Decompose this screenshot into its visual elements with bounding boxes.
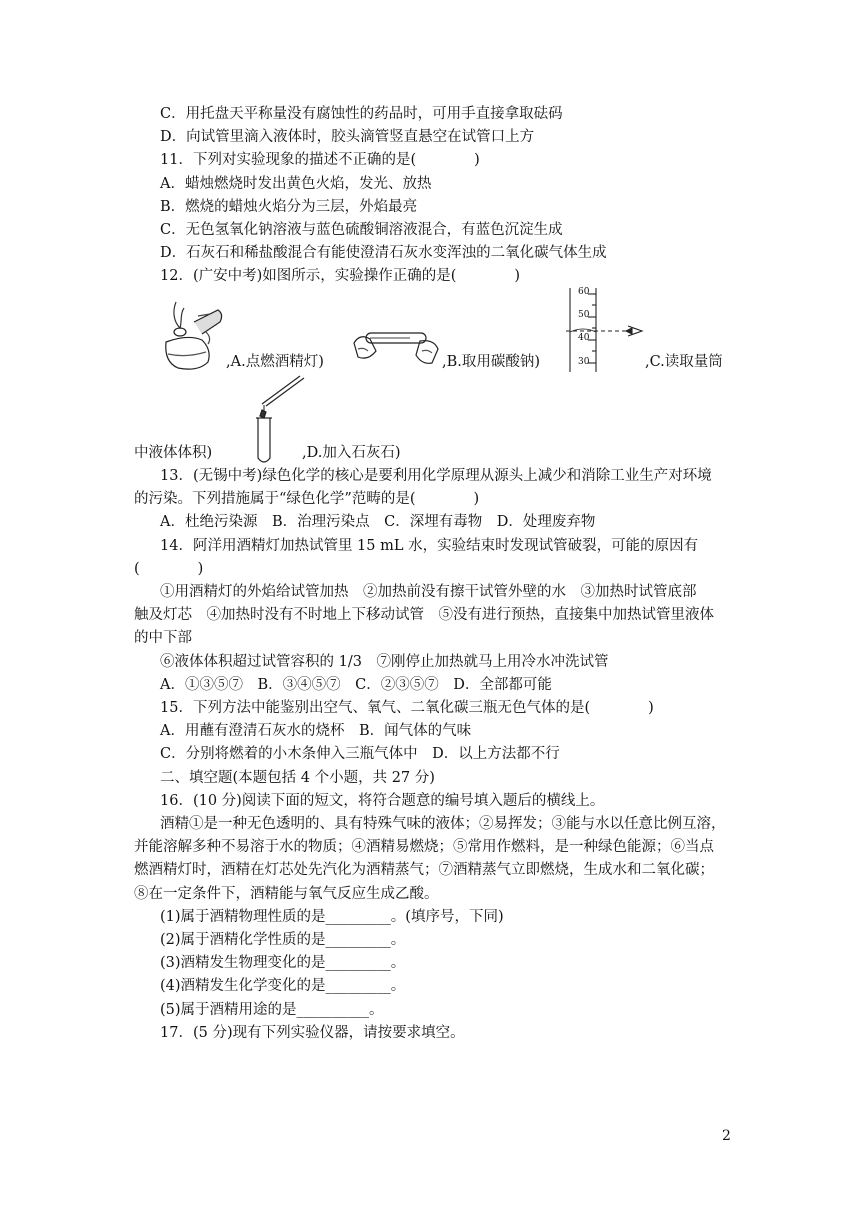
cylinder-tick-40: 40: [578, 333, 590, 343]
graduated-cylinder-figure: [566, 288, 646, 372]
cylinder-tick-30: 30: [578, 357, 590, 367]
q16-passage-1: 酒精①是一种无色透明的、具有特殊气味的液体；②易挥发；③能与水以任意比例互溶，: [160, 816, 726, 832]
q15-stem: 15．下列方法中能鉴别出空气、氧气、二氧化碳三瓶无色气体的是( ): [160, 700, 654, 716]
q16-part-5: (5)属于酒精用途的是__________。: [160, 1002, 384, 1018]
cylinder-tick-50: 50: [578, 310, 590, 320]
q16-part-2: (2)属于酒精化学性质的是_________。: [160, 932, 406, 948]
page-number: 2: [722, 1128, 731, 1144]
cylinder-tick-60: 60: [578, 287, 590, 297]
q14-item-2: 触及灯芯 ④加热时没有不时地上下移动试管 ⑤没有进行预热，直接集中加热试管里液体: [134, 607, 714, 623]
q12-option-a-label: ,A.点燃酒精灯): [226, 354, 324, 370]
q16-passage-2: 并能溶解多种不易溶于水的物质；④酒精易燃烧；⑤常用作燃料，是一种绿色能源；⑥当点: [134, 839, 714, 855]
q16-part-1: (1)属于酒精物理性质的是_________。(填序号，下同): [160, 909, 504, 925]
q12-option-b-label: ,B.取用碳酸钠): [442, 354, 541, 370]
q11-option-a: A．蜡烛燃烧时发出黄色火焰，发光、放热: [160, 176, 432, 192]
q13-stem-cont: 的污染。下列措施属于“绿色化学”范畴的是( ): [134, 491, 480, 507]
q11-option-b: B．燃烧的蜡烛火焰分为三层，外焰最亮: [160, 199, 418, 215]
section-2-heading: 二、填空题(本题包括 4 个小题，共 27 分): [160, 770, 435, 786]
q16-passage-4: ⑧在一定条件下，酒精能与氧气反应生成乙酸。: [134, 886, 439, 902]
q12-stem: 12．(广安中考)如图所示，实验操作正确的是( ): [160, 268, 521, 284]
q17-stem: 17．(5 分)现有下列实验仪器，请按要求填空。: [160, 1025, 465, 1041]
q12-option-c-label: ,C.读取量筒: [645, 354, 723, 370]
test-tube-sodium-carbonate-figure: [350, 325, 442, 371]
q14-item-1: ①用酒精灯的外焰给试管加热 ②加热前没有擦干试管外壁的水 ③加热时试管底部: [160, 584, 697, 600]
q14-stem-cont: ( ): [134, 561, 204, 577]
test-tube-limestone-figure: [250, 374, 306, 466]
q14-options: A．①③⑤⑦ B．③④⑤⑦ C．②③⑤⑦ D．全部都可能: [160, 677, 552, 693]
q15-options-cd: C．分别将燃着的小木条伸入三瓶气体中 D．以上方法都不行: [160, 746, 560, 762]
q12-option-c-label-cont: 中液体体积): [134, 445, 213, 461]
q11-option-c: C．无色氢氧化钠溶液与蓝色硫酸铜溶液混合，有蓝色沉淀生成: [160, 222, 563, 238]
q16-part-4: (4)酒精发生化学变化的是_________。: [160, 978, 406, 994]
q13-stem: 13．(无锡中考)绿色化学的核心是要利用化学原理从源头上减少和消除工业生产对环境: [160, 468, 712, 484]
q14-item-4: ⑥液体体积超过试管容积的 1/3 ⑦刚停止加热就马上用冷水冲洗试管: [160, 654, 609, 670]
q16-part-3: (3)酒精发生物理变化的是_________。: [160, 955, 406, 971]
q13-options: A．杜绝污染源 B．治理污染点 C．深埋有毒物 D．处理废弃物: [160, 514, 596, 530]
q14-stem: 14．阿洋用酒精灯加热试管里 15 mL 水，实验结束时发现试管破裂，可能的原因有: [160, 538, 699, 554]
q12-option-d-label: ,D.加入石灰石): [302, 445, 401, 461]
alcohol-lamp-lighting-figure: [158, 292, 228, 378]
q10-option-c: C．用托盘天平称量没有腐蚀性的药品时，可用手直接拿取砝码: [160, 106, 563, 122]
q16-passage-3: 燃酒精灯时，酒精在灯芯处先汽化为酒精蒸气；⑦酒精蒸气立即燃烧，生成水和二氧化碳；: [134, 862, 714, 878]
q16-stem: 16．(10 分)阅读下面的短文，将符合题意的编号填入题后的横线上。: [160, 793, 605, 809]
q15-options-ab: A．用蘸有澄清石灰水的烧杯 B．闻气体的气味: [160, 723, 472, 739]
q10-option-d: D．向试管里滴入液体时，胶头滴管竖直悬空在试管口上方: [160, 129, 535, 145]
q14-item-3: 的中下部: [134, 630, 192, 646]
q11-stem: 11．下列对实验现象的描述不正确的是( ): [160, 152, 480, 168]
q11-option-d: D．石灰石和稀盐酸混合有能使澄清石灰水变浑浊的二氧化碳气体生成: [160, 245, 607, 261]
